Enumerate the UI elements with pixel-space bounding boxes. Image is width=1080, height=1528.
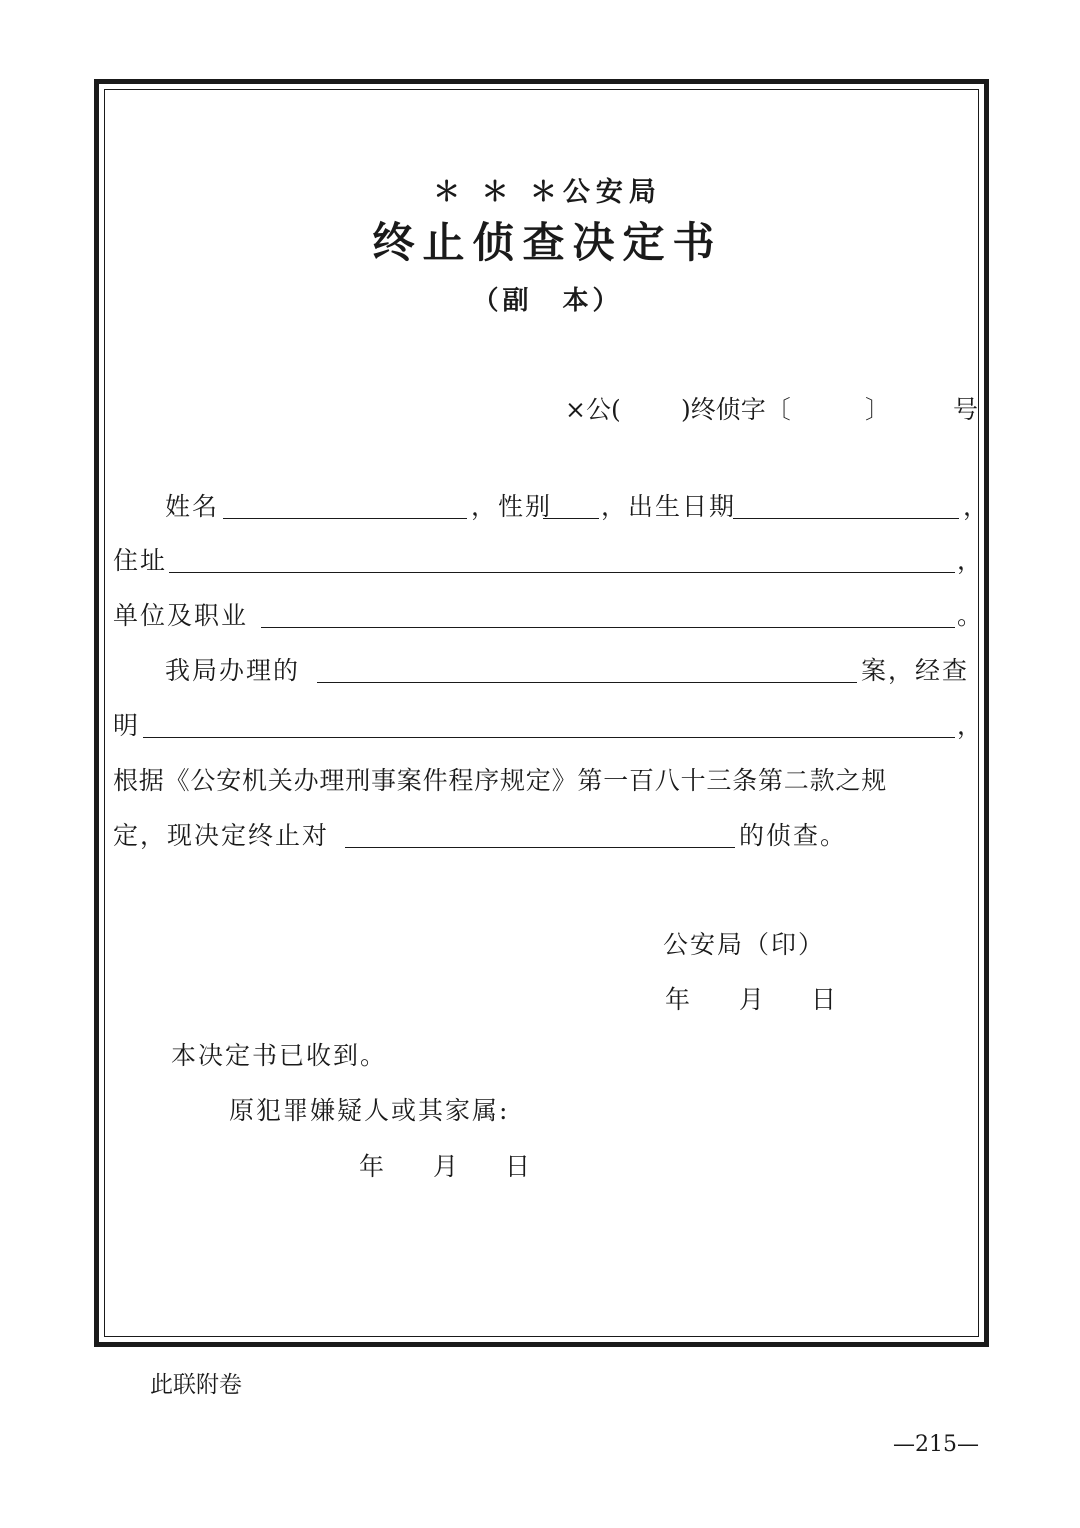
birth-date-label: ，出生日期 (601, 492, 737, 521)
decision-subject-field[interactable] (345, 847, 735, 848)
address-label: 住址 (113, 546, 168, 575)
address-field[interactable] (169, 572, 955, 573)
document-title: 终止侦查决定书 (372, 218, 723, 267)
case-prefix: 我局办理的 (165, 656, 301, 685)
receipt-month: 月 (433, 1152, 461, 1181)
agency-name: ＊ ＊ ＊公安局 (433, 177, 662, 208)
doc-number-prefix: ×公( (565, 395, 621, 424)
findings-label: 明 (113, 711, 141, 740)
signature-month: 月 (739, 985, 767, 1014)
document-inner-frame (104, 89, 991, 1337)
legal-basis-text: 根据《公安机关办理刑事案件程序规定》第一百八十三条第二款之规 (113, 766, 888, 795)
signature-year: 年 (665, 985, 693, 1014)
seal-label: 公安局（印） (663, 930, 826, 959)
doc-number-middle: )终侦字〔 (681, 395, 791, 424)
signature-day: 日 (811, 985, 839, 1014)
employer-field[interactable] (261, 627, 955, 628)
case-field[interactable] (317, 682, 857, 683)
gender-field[interactable] (543, 518, 599, 519)
findings-field[interactable] (143, 737, 955, 738)
recipient-label: 原犯罪嫌疑人或其家属: (229, 1096, 510, 1125)
document-subtitle: （副 本） (472, 286, 623, 316)
line3-period: 。 (957, 601, 985, 630)
receipt-text: 本决定书已收到。 (171, 1041, 388, 1070)
line1-comma: ， (963, 492, 991, 521)
doc-number-bracket-close: 〕 (865, 395, 891, 424)
birth-date-field[interactable] (733, 518, 959, 519)
copy-note: 此联附卷 (150, 1372, 242, 1398)
decision-prefix: 定，现决定终止对 (113, 821, 330, 850)
gender-label: ，性别 (471, 492, 553, 521)
page-number: —215— (893, 1432, 979, 1457)
case-suffix: 案，经查 (861, 656, 970, 685)
document-frame (94, 79, 989, 1347)
name-field[interactable] (223, 518, 467, 519)
employer-label: 单位及职业 (113, 601, 249, 630)
line2-comma: ， (957, 546, 985, 575)
name-label: 姓名 (165, 492, 220, 521)
receipt-day: 日 (505, 1152, 533, 1181)
line5-comma: ， (957, 711, 985, 740)
receipt-year: 年 (359, 1152, 387, 1181)
doc-number-suffix: 号 (953, 395, 979, 424)
decision-suffix: 的侦查。 (739, 821, 848, 850)
